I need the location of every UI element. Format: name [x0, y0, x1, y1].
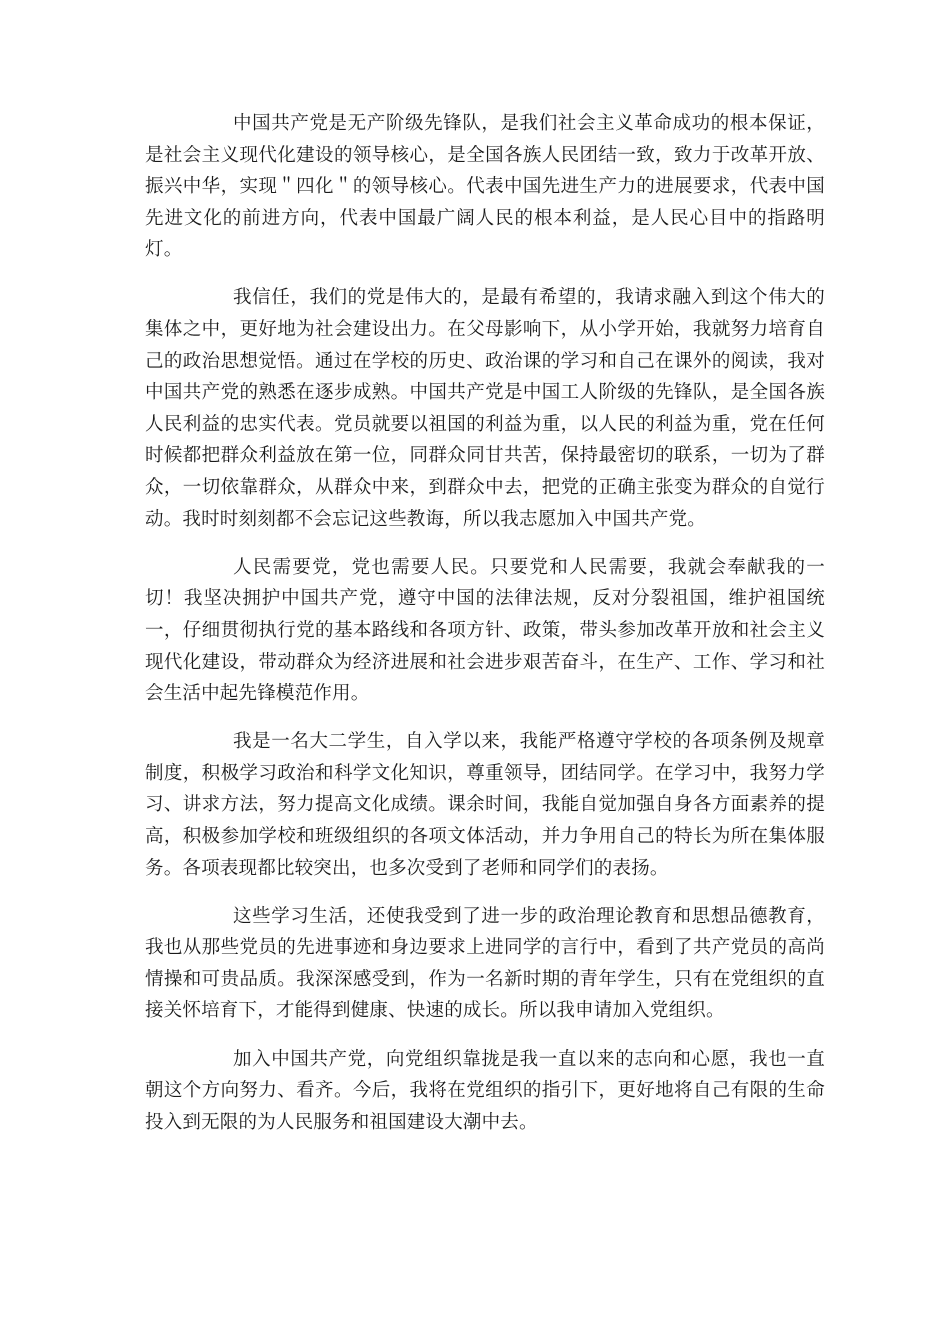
paragraph: 这些学习生活，还使我受到了进一步的政治理论教育和思想品德教育，我也从那些党员的先进事迹和身边要求上进同学的言行中，看到了共产党员的高尚情操和可贵品质。我深深感受到，作为一名新时期的青年学生，只有在党组织的直接关怀培育下，才能得到健康、快速的成长。所以我申请加入党组织。 [145, 905, 825, 1022]
document-body [145, 108, 825, 1155]
paragraph: 人民需要党，党也需要人民。只要党和人民需要，我就会奉献我的一切！我坚决拥护中国共产党，遵守中国的法律法规，反对分裂祖国，维护祖国统一，仔细贯彻执行党的基本路线和各项方针、政策，带头参加改革开放和社会主义现代化建设，带动群众为经济进展和社会进步艰苦奋斗，在生产、工作、学习和社会生活中起先锋模范作用。 [145, 556, 825, 705]
paragraph: 加入中国共产党，向党组织靠拢是我一直以来的志向和心愿，我也一直朝这个方向努力、看齐。今后，我将在党组织的指引下，更好地将自己有限的生命投入到无限的为人民服务和祖国建设大潮中去。 [145, 1048, 825, 1133]
paragraph: 我是一名大二学生，自入学以来，我能严格遵守学校的各项条例及规章制度，积极学习政治和科学文化知识，尊重领导，团结同学。在学习中，我努力学习、讲求方法，努力提高文化成绩。课余时间，我能自觉加强自身各方面素养的提高，积极参加学校和班级组织的各项文体活动，并力争用自己的特长为所在集体服务。各项表现都比较突出，也多次受到了老师和同学们的表扬。 [145, 731, 825, 879]
paragraph: 中国共产党是无产阶级先锋队，是我们社会主义革命成功的根本保证，是社会主义现代化建设的领导核心，是全国各族人民团结一致，致力于改革开放、振兴中华，实现＂四化＂的领导核心。代表中国先进生产力的进展要求，代表中国先进文化的前进方向，代表中国最广阔人民的根本利益，是人民心目中的指路明灯。 [145, 113, 825, 261]
paragraph: 我信任，我们的党是伟大的，是最有希望的，我请求融入到这个伟大的集体之中，更好地为社会建设出力。在父母影响下，从小学开始，我就努力培育自己的政治思想觉悟。通过在学校的历史、政治课的学习和自己在课外的阅读，我对中国共产党的熟悉在逐步成熟。中国共产党是中国工人阶级的先锋队，是全国各族人民利益的忠实代表。党员就要以祖国的利益为重，以人民的利益为重，党在任何时候都把群众利益放在第一位，同群众同甘共苦，保持最密切的联系，一切为了群众，一切依靠群众，从群众中来，到群众中去，把党的正确主张变为群众的自觉行动。我时时刻刻都不会忘记这些教诲，所以我志愿加入中国共产党。 [145, 287, 825, 530]
